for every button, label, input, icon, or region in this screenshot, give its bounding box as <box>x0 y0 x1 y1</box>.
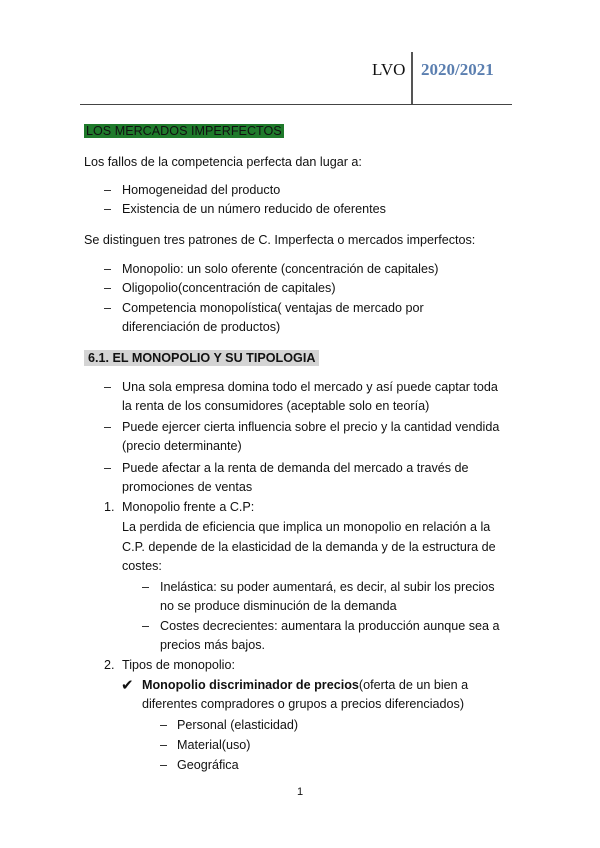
dash-icon: – <box>104 301 112 315</box>
dash-icon: – <box>104 262 112 276</box>
bullet-item: Puede ejercer cierta influencia sobre el precio y la cantidad vendida <box>122 420 500 434</box>
dash-icon: – <box>142 580 150 594</box>
item2-title: Tipos de monopolio: <box>122 658 235 672</box>
item1-body: C.P. depende de la elasticidad de la demanda y de la estructura de <box>122 540 496 554</box>
bullet-item-continued: la renta de los consumidores (aceptable solo en teoría) <box>122 399 430 413</box>
dash-icon: – <box>160 718 168 732</box>
item1-body: La perdida de eficiencia que implica un monopolio en relación a la <box>122 520 491 534</box>
bullet-item: Puede afectar a la renta de demanda del mercado a través de <box>122 461 469 475</box>
dash-icon: – <box>104 183 112 197</box>
item2-sub: Personal (elasticidad) <box>177 718 299 732</box>
header-label: LVO <box>372 60 406 79</box>
dash-icon: – <box>104 420 112 434</box>
page-title <box>84 122 284 141</box>
dash-icon: – <box>104 461 112 475</box>
item-number: 1. <box>104 500 115 514</box>
patron-item: Oligopolio(concentración de capitales) <box>122 281 336 295</box>
item2-sub: Geográfica <box>177 758 239 772</box>
fallo-item: Existencia de un número reducido de oferentes <box>122 202 386 216</box>
item1-sub: Costes decrecientes: aumentara la producción aunque sea a <box>160 619 500 633</box>
title-highlight: LOS MERCADOS IMPERFECTOS <box>86 124 282 138</box>
header-divider <box>411 52 413 104</box>
header-rule <box>80 104 512 105</box>
item1-sub: Inelástica: su poder aumentará, es decir, al subir los precios <box>160 580 495 594</box>
item2-check-line <box>142 676 468 695</box>
dash-icon: – <box>104 202 112 216</box>
intro-text: Los fallos de la competencia perfecta dan lugar a: <box>84 155 362 169</box>
item2-check-rest: (oferta de un bien a <box>358 678 469 692</box>
item2-check-bold: Monopolio discriminador de precios <box>142 678 359 692</box>
item2-sub: Material(uso) <box>177 738 251 752</box>
patron-item: Competencia monopolística( ventajas de mercado por <box>122 301 424 315</box>
checkmark-icon: ✔ <box>121 677 134 694</box>
bullet-item: Una sola empresa domina todo el mercado y así puede captar toda <box>122 380 498 394</box>
section-highlight: 6.1. EL MONOPOLIO Y SU TIPOLOGIA <box>84 350 319 366</box>
item2-check-line-continued: diferentes compradores o grupos a precios diferenciados) <box>142 697 465 711</box>
page-number: 1 <box>296 786 304 798</box>
patron-item-continued: diferenciación de productos) <box>122 320 281 334</box>
fallo-item: Homogeneidad del producto <box>122 183 281 197</box>
bullet-item-continued: promociones de ventas <box>122 480 253 494</box>
bullet-item-continued: (precio determinante) <box>122 439 242 453</box>
item1-body: costes: <box>122 559 162 573</box>
header-year: 2020/2021 <box>421 60 494 79</box>
patron-item: Monopolio: un solo oferente (concentración de capitales) <box>122 262 439 276</box>
item-number: 2. <box>104 658 115 672</box>
dash-icon: – <box>160 758 168 772</box>
item1-sub-continued: no se produce disminución de la demanda <box>160 599 397 613</box>
section-heading <box>84 349 319 368</box>
patrones-intro: Se distinguen tres patrones de C. Imperfecta o mercados imperfectos: <box>84 233 476 247</box>
dash-icon: – <box>104 281 112 295</box>
item1-sub-continued: precios más bajos. <box>160 638 265 652</box>
dash-icon: – <box>142 619 150 633</box>
dash-icon: – <box>104 380 112 394</box>
item1-title: Monopolio frente a C.P: <box>122 500 255 514</box>
dash-icon: – <box>160 738 168 752</box>
